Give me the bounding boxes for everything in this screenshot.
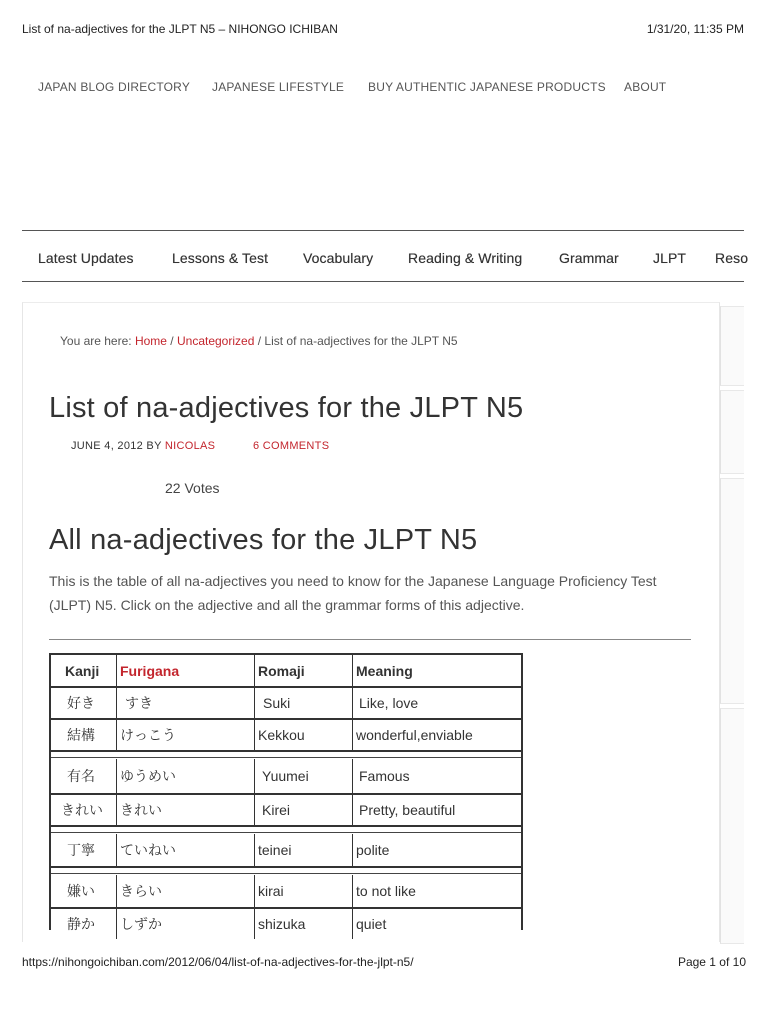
print-footer [22, 955, 746, 971]
cell-furigana: けっこう [120, 727, 176, 743]
breadcrumb-separator: / [254, 334, 265, 348]
table-rule [51, 866, 521, 868]
table-rule [51, 873, 521, 874]
breadcrumb-home-link[interactable]: Home [134, 334, 167, 348]
print-header [22, 22, 744, 38]
table-cell [353, 795, 521, 825]
breadcrumb-prefix: You are here: [60, 334, 135, 348]
main-nav-item-resources[interactable]: Reso [715, 250, 749, 266]
cell-meaning: Pretty, beautiful [359, 802, 456, 818]
cell-meaning: quiet [356, 916, 387, 932]
top-nav-item-about[interactable]: ABOUT [624, 80, 667, 94]
header-meaning: Meaning [356, 662, 413, 679]
table-rule [51, 757, 521, 758]
header-kanji: Kanji [65, 662, 100, 679]
table-cell [51, 720, 117, 750]
table-header-row [51, 655, 521, 686]
table-row [51, 909, 521, 939]
table-rule [51, 832, 521, 833]
cell-kanji[interactable]: 結構 [67, 727, 95, 743]
cell-kanji[interactable]: 丁寧 [67, 842, 95, 858]
cell-kanji[interactable]: きれい [61, 802, 103, 818]
table-cell [353, 834, 521, 866]
cell-romaji: Suki [263, 695, 291, 711]
cell-furigana: きらい [120, 883, 162, 899]
breadcrumb [60, 334, 458, 348]
table-cell [117, 688, 255, 718]
post-date-by: JUNE 4, 2012 BY [71, 440, 165, 452]
print-page-title: List of na-adjectives for the JLPT N5 – NIHONGO ICHIBAN [22, 22, 338, 36]
cell-kanji[interactable]: 静か [67, 916, 95, 932]
cell-kanji[interactable]: 嫌い [67, 883, 95, 899]
table-header-cell [51, 655, 117, 686]
table-cell [353, 720, 521, 750]
votes-count: 22 Votes [165, 480, 220, 496]
post-meta [71, 440, 330, 452]
table-header-cell [353, 655, 521, 686]
cell-furigana: きれい [120, 802, 162, 818]
table-cell [117, 720, 255, 750]
print-datetime: 1/31/20, 11:35 PM [646, 22, 744, 36]
table-row [51, 795, 521, 825]
main-nav-item-vocabulary[interactable]: Vocabulary [303, 250, 374, 266]
table-cell [255, 875, 353, 907]
main-nav [22, 230, 749, 282]
main-nav-item-latest-updates[interactable]: Latest Updates [38, 250, 134, 266]
table-cell [255, 759, 353, 793]
cell-romaji: Yuumei [262, 768, 309, 784]
table-cell [51, 795, 117, 825]
table-cell [255, 688, 353, 718]
table-cell [117, 759, 255, 793]
page-number: Page 1 of 10 [677, 955, 746, 969]
sidebar-widget-frame [720, 390, 744, 474]
cell-furigana: ていねい [120, 842, 176, 858]
main-nav-item-lessons-test[interactable]: Lessons & Test [172, 250, 269, 266]
header-romaji: Romaji [258, 662, 305, 679]
section-title: All na-adjectives for the JLPT N5 [49, 524, 478, 556]
table-row [51, 720, 521, 750]
table-cell [117, 795, 255, 825]
table-rule [51, 825, 521, 827]
vocab-table [49, 653, 523, 930]
print-url: https://nihongoichiban.com/2012/06/04/list-of-na-adjectives-for-the-jlpt-n5/ [22, 955, 414, 969]
sidebar-widget-frame [720, 708, 744, 944]
table-cell [255, 720, 353, 750]
divider [49, 639, 691, 640]
cell-romaji: shizuka [258, 916, 306, 932]
cell-meaning: Famous [359, 768, 410, 784]
cell-furigana: しずか [120, 916, 162, 932]
top-nav-item-buy-products[interactable]: BUY AUTHENTIC JAPANESE PRODUCTS [368, 80, 606, 94]
table-cell [51, 688, 117, 718]
table-cell [255, 909, 353, 939]
breadcrumb-category-link[interactable]: Uncategorized [176, 334, 255, 348]
main-nav-item-grammar[interactable]: Grammar [559, 250, 619, 266]
table-cell [255, 795, 353, 825]
sidebar-widget-frame [720, 306, 744, 386]
table-cell [353, 688, 521, 718]
table-cell [353, 909, 521, 939]
table-row [51, 834, 521, 866]
page-title: List of na-adjectives for the JLPT N5 [49, 392, 524, 424]
sidebar-widget-frame [720, 478, 744, 704]
breadcrumb-current: List of na-adjectives for the JLPT N5 [264, 334, 458, 348]
intro-paragraph: This is the table of all na-adjectives you need to know for the Japanese Language Proficiency Test (JLPT) N5. Click on the adjective and all the grammar forms of this adjective. [49, 573, 657, 613]
main-nav-item-jlpt[interactable]: JLPT [653, 250, 687, 266]
cell-kanji[interactable]: 有名 [67, 768, 95, 784]
table-cell [353, 875, 521, 907]
breadcrumb-separator: / [166, 334, 177, 348]
table-cell [117, 875, 255, 907]
top-nav-item-japan-blog-directory[interactable]: JAPAN BLOG DIRECTORY [38, 80, 191, 94]
table-row [51, 688, 521, 718]
cell-kanji[interactable]: 好き [67, 695, 95, 711]
cell-meaning: wonderful,enviable [356, 727, 473, 743]
table-cell [51, 834, 117, 866]
post-comments-link[interactable]: 6 COMMENTS [253, 440, 330, 452]
table-cell [51, 909, 117, 939]
table-cell [117, 909, 255, 939]
table-rule [51, 750, 521, 752]
cell-furigana: すき [125, 695, 153, 711]
cell-romaji: kirai [258, 883, 284, 899]
table-cell [51, 875, 117, 907]
header-furigana: Furigana [120, 662, 180, 679]
table-row [51, 759, 521, 793]
main-nav-item-reading-writing[interactable]: Reading & Writing [408, 250, 523, 266]
cell-furigana: ゆうめい [120, 768, 176, 784]
table-cell [51, 759, 117, 793]
table-cell [255, 834, 353, 866]
cell-romaji: teinei [258, 842, 292, 858]
table-row [51, 875, 521, 907]
table-cell [353, 759, 521, 793]
table-header-cell [255, 655, 353, 686]
cell-romaji: Kirei [262, 802, 291, 818]
cell-meaning: Like, love [359, 695, 419, 711]
cell-meaning: to not like [356, 883, 416, 899]
post-author-link[interactable]: NICOLAS [164, 440, 216, 452]
table-cell [117, 834, 255, 866]
top-nav-item-japanese-lifestyle[interactable]: JAPANESE LIFESTYLE [212, 80, 345, 94]
cell-romaji: Kekkou [258, 727, 305, 743]
cell-meaning: polite [356, 842, 390, 858]
table-header-cell [117, 655, 255, 686]
